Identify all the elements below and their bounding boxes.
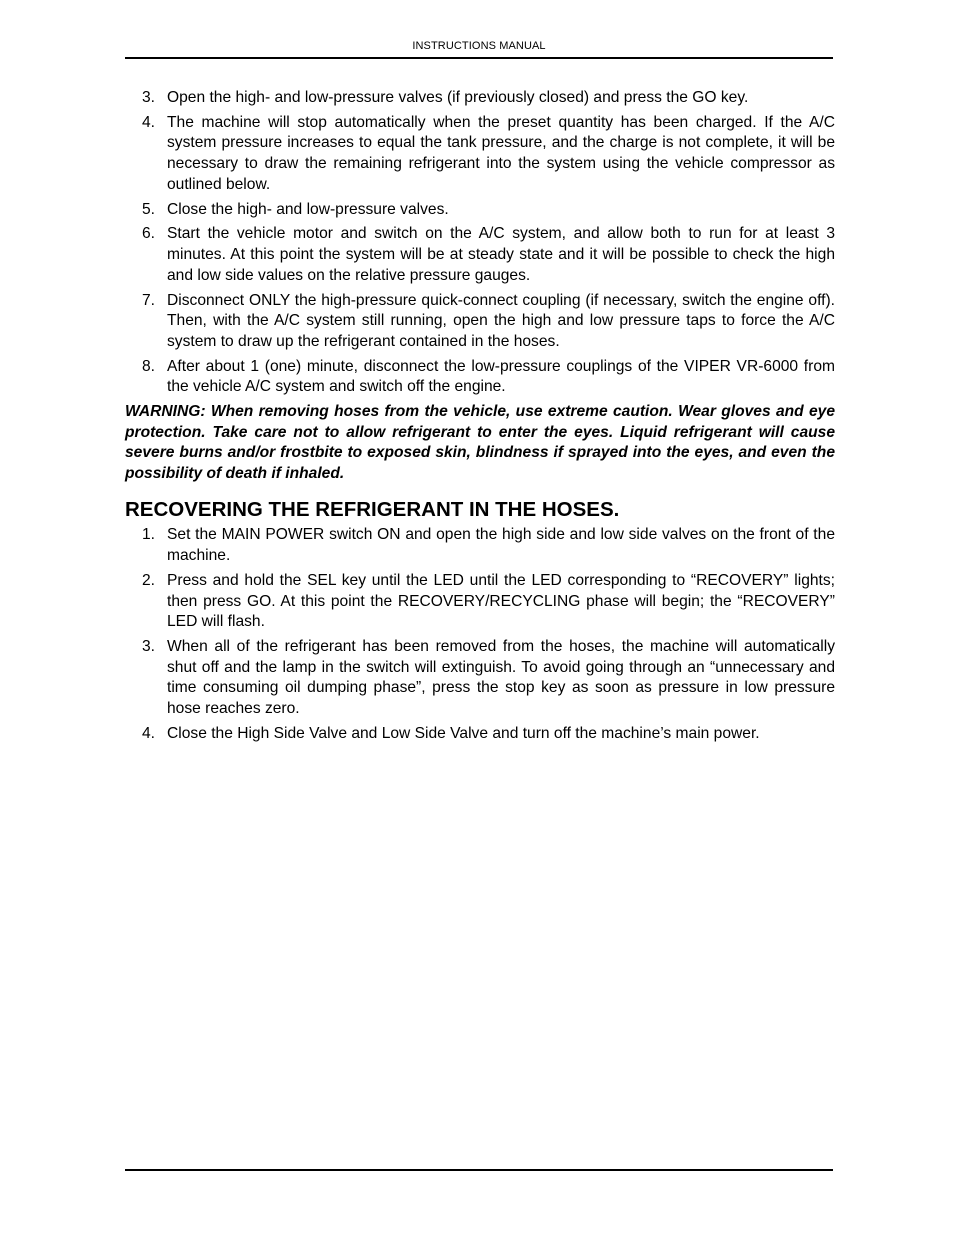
step-text: Start the vehicle motor and switch on the A/C system, and allow both to run for at least 3 minutes. At this point the system will be at steady state and it will be possible to check the high and low side values on the relative pressure gauges. <box>167 225 835 284</box>
list-item <box>125 224 835 286</box>
step-number: 2. <box>141 571 155 589</box>
step-text: Close the High Side Valve and Low Side Valve and turn off the machine’s main power. <box>167 724 760 742</box>
header-divider <box>125 57 833 59</box>
list-item <box>125 200 835 221</box>
list-item <box>125 291 835 353</box>
step-number: 5. <box>141 200 155 218</box>
charge-steps-list <box>125 88 835 398</box>
step-text: Close the high- and low-pressure valves. <box>167 200 449 218</box>
step-text: The machine will stop automatically when the preset quantity has been charged. If the A/C system pressure increases to equal the tank pressure, and the charge is not complete, it will be necessary to draw the remaining refrigerant into the system using the vehicle compressor as outlined below. <box>167 113 835 193</box>
step-text: After about 1 (one) minute, disconnect the low-pressure couplings of the VIPER VR-6000 from the vehicle A/C system and switch off the engine. <box>167 357 835 396</box>
list-item <box>125 357 835 398</box>
warning-paragraph: WARNING: When removing hoses from the vehicle, use extreme caution. Wear gloves and eye protection. Take care not to allow refrigerant to enter the eyes. Liquid refrigerant will cause severe burns and/or frostbite to exposed skin, blindness if sprayed into the eyes, and even the possibility of death if inhaled. <box>125 403 835 482</box>
footer-divider <box>125 1169 833 1171</box>
list-item <box>125 88 835 109</box>
step-text: Disconnect ONLY the high-pressure quick-connect coupling (if necessary, switch the engine off). Then, with the A/C system still running, open the high and low pressure taps to force the A/C system to draw up the refrigerant contained in the hoses. <box>167 291 835 350</box>
list-item <box>125 571 835 633</box>
step-number: 7. <box>141 291 155 309</box>
step-text: Press and hold the SEL key until the LED until the LED corresponding to “RECOVERY” lights; then press GO. At this point the RECOVERY/RECYCLING phase will begin; the “RECOVERY” LED will flash. <box>167 571 835 631</box>
step-text: When all of the refrigerant has been removed from the hoses, the machine will automatically shut off and the lamp in the switch will extinguish. To avoid going through an “unnecessary and time consuming oil dumping phase”, press the stop key as soon as pressure in low pressure hose reaches zero. <box>167 638 835 717</box>
step-number: 3. <box>141 89 155 106</box>
step-text: Set the MAIN POWER switch ON and open the high side and low side valves on the front of the machine. <box>167 526 835 565</box>
step-number: 6. <box>141 225 155 243</box>
step-number: 4. <box>141 724 155 742</box>
step-number: 8. <box>141 357 155 375</box>
list-item <box>125 525 835 566</box>
recovery-steps-list <box>125 525 835 744</box>
step-text: Open the high- and low-pressure valves (if previously closed) and press the GO key. <box>167 89 749 106</box>
list-item <box>125 724 835 745</box>
step-number: 3. <box>141 638 155 656</box>
page-header-title: INSTRUCTIONS MANUAL <box>412 40 546 52</box>
step-number: 4. <box>141 113 155 131</box>
step-number: 1. <box>141 526 155 544</box>
page-content <box>125 88 835 749</box>
section-heading: RECOVERING THE REFRIGERANT IN THE HOSES. <box>125 498 620 522</box>
list-item <box>125 637 835 719</box>
list-item <box>125 113 835 195</box>
